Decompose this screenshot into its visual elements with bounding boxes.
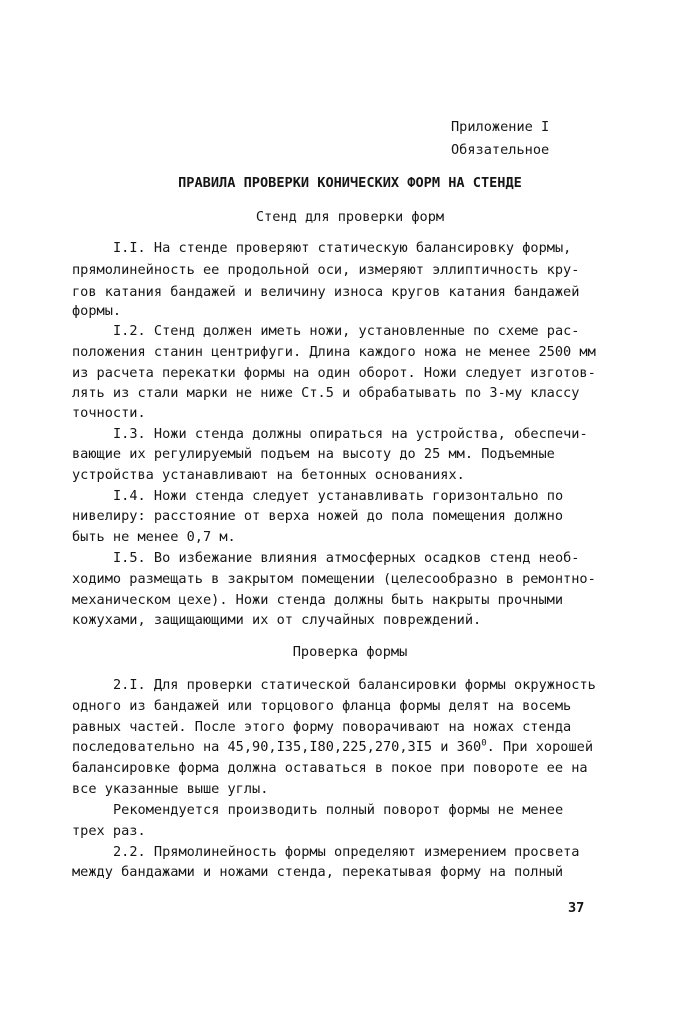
paragraph-line: Рекомендуется производить полный поворот формы не менее	[113, 802, 564, 818]
section-title: Стенд для проверки форм	[255, 209, 445, 225]
paragraph-line: механическом цехе). Ножи стенда должны быть накрыты прочными	[72, 592, 564, 608]
main-title: ПРАВИЛА ПРОВЕРКИ КОНИЧЕСКИХ ФОРМ НА СТЕНДЕ	[178, 175, 522, 191]
paragraph-line: I.4. Ножи стенда следует устанавливать горизонтально по	[113, 488, 564, 504]
paragraph-line: нивелиру: расстояние от верха ножей до пола помещения должно	[72, 508, 564, 524]
paragraph-line: I.I. На стенде проверяют статическую балансировку формы,	[113, 240, 572, 256]
paragraph-line: трех раз.	[72, 823, 146, 839]
paragraph-line: все указанные выше углы.	[72, 781, 269, 797]
annex-title: Приложение I	[451, 119, 550, 135]
paragraph-line: 2.I. Для проверки статической балансировки формы окружность	[113, 677, 596, 693]
paragraph-line: между бандажами и ножами стенда, перекатывая форму на полный	[72, 864, 564, 880]
paragraph-line: одного из бандажей или торцового фланца формы делят на восемь	[72, 698, 572, 714]
paragraph-line: быть не менее 0,7 м.	[72, 529, 236, 545]
paragraph-line: лять из стали марки не ниже Ст.5 и обрабатывать по 3-му классу	[72, 385, 580, 401]
paragraph-line: I.3. Ножи стенда должны опираться на устройства, обеспечи-	[113, 426, 588, 442]
paragraph-line: точности.	[72, 405, 146, 421]
paragraph-line: 2.2. Прямолинейность формы определяют измерением просвета	[113, 844, 580, 860]
paragraph-line: положения станин центрифуги. Длина каждого ножа не менее 2500 мм	[72, 344, 596, 360]
paragraph-line: равных частей. После этого форму поворачивают на ножах стенда	[72, 719, 572, 735]
paragraph-line: прямолинейность ее продольной оси, измеряют эллиптичность кру-	[72, 262, 580, 278]
paragraph-line: устройства устанавливают на бетонных основаниях.	[72, 467, 465, 483]
page-number: 37	[568, 900, 585, 916]
degree-superscript: 0	[481, 738, 487, 749]
paragraph-line: кожухами, защищающими их от случайных повреждений.	[72, 612, 482, 628]
section-title: Проверка формы	[292, 644, 408, 660]
paragraph-line: I.2. Стенд должен иметь ножи, установленные по схеме рас-	[113, 323, 580, 339]
paragraph-line-degrees	[72, 737, 593, 757]
degree-line-tail: . При хорошей	[486, 739, 594, 755]
paragraph-line: I.5. Во избежание влияния атмосферных осадков стенд необ-	[113, 550, 580, 566]
paragraph-line: формы.	[72, 303, 122, 319]
paragraph-line: из расчета перекатки формы на один оборот. Ножи следует изготов-	[72, 365, 596, 381]
paragraph-line: ходимо размещать в закрытом помещении (целесообразно в ремонтно-	[72, 571, 596, 587]
paragraph-line: балансировке форма должна оставаться в покое при повороте ее на	[72, 760, 588, 776]
paragraph-line: гов катания бандажей и величину износа кругов катания бандажей	[72, 284, 580, 300]
degree-line-text: последовательно на 45,90,I35,I80,225,270,3I5 и 360	[72, 739, 482, 755]
paragraph-line: вающие их регулируемый подъем на высоту до 25 мм. Подъемные	[72, 446, 555, 462]
annex-status: Обязательное	[451, 142, 550, 158]
